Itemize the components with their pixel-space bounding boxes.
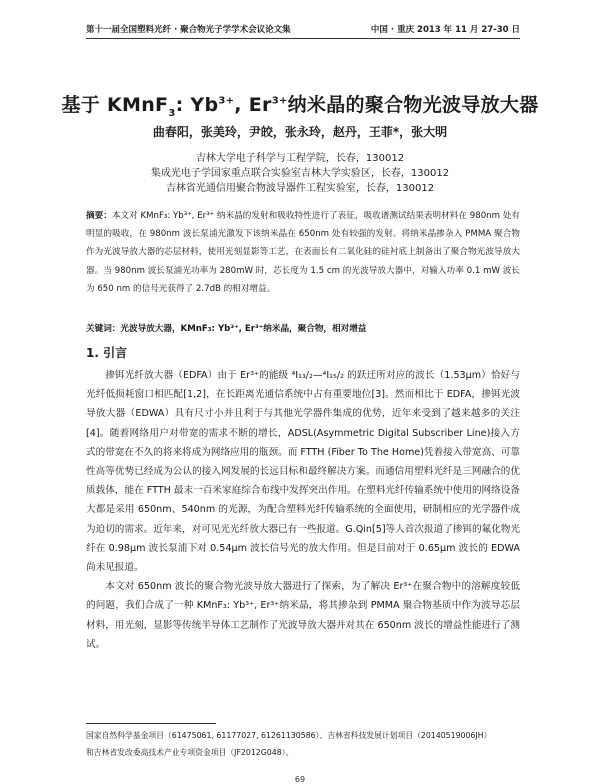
title-suffix: 纳米晶的聚合物光波导放大器 — [287, 94, 539, 116]
footnote-line-1: 国家自然科学基金项目（61475061, 61177027, 61261130586）、吉林省科技发展计划项目（20140519006JH） — [86, 731, 492, 740]
title-mid2: , Er — [234, 94, 272, 116]
title-sup2: 3+ — [271, 95, 288, 107]
keywords-text: 光波导放大器，KMnF₃: Yb³⁺, Er³⁺纳米晶，聚合物，相对增益 — [120, 324, 367, 334]
page-number: 69 — [294, 775, 306, 784]
affiliation-2: 集成光电子学国家重点联合实验室吉林大学实验区，长春，130012 — [150, 168, 450, 179]
section-heading-introduction: 1. 引言 — [86, 346, 128, 360]
footnote — [86, 727, 520, 761]
header-location-date: 中国 · 重庆 2013 年 11 月 27-30 日 — [370, 25, 520, 35]
paper-title — [40, 90, 560, 119]
keywords-label: 关键词： — [86, 324, 121, 334]
title-sup1: 3+ — [218, 95, 235, 107]
affiliation-1: 吉林大学电子科学与工程学院，长春，130012 — [195, 153, 405, 164]
header-divider — [86, 38, 520, 39]
body-paragraph-1: 掺铒光纤放大器（EDFA）由于 Er³⁺的能级 ⁴I₁₃/₂—⁴I₁₅/₂ 的跃迁所对应的波长（1.53μm）恰好与光纤低损耗窗口相匹配[1,2]，在长距离光通信系统中占有重要地位[3]。然而相比于 EDFA，掺铒光波导放大器（EDWA）具有尺寸小并且利于与其他光学器件集成的优势，近年来受到了越来越多的关注[4]。随着网络用户对带宽的需求不断的增长，ADSL(Asymmetric Digital Subscriber Line)接入方式的带宽在不久的将来将成为网络应用的瓶颈。而 FTTH (Fiber To The Home)凭着接入带宽高、可靠性高等优势已经成为公认的接入网发展的长远目标和最终解决方案。而通信用塑料光纤是三网融合的优质载体，能在 FTTH 最末一百米家庭综合布线中发挥突出作用。在塑料光纤传输系统中使用的网络设备大都是采用 650nm、540nm 的光源，为配合塑料光纤传输系统的全面使用，研制相应的光学器件成为迫切的需求。近年来，对可见光光纤放大器已有一些报道。G.Qin[5]等人首次报道了掺铒的氟化物光纤在 0.98μm 波长泵浦下对 0.54μm 波长信号光的放大作用。但是目前对于 0.65μm 波长的 EDWA 尚未见报道。 — [86, 370, 520, 574]
abstract-label: 摘要： — [86, 211, 112, 221]
header-conference: 第十一届全国塑料光纤 · 聚合物光子学学术会议论文集 — [86, 25, 291, 35]
title-mid1: : Yb — [175, 94, 219, 116]
abstract — [86, 207, 520, 298]
body-paragraph-2: 本文对 650nm 波长的聚合物光波导放大器进行了探索，为了解决 Er³⁺在聚合物中的溶解度较低的问题，我们合成了一种 KMnF₃: Yb³⁺, Er³⁺纳米晶，将其掺杂到 PMMA 聚合物基质中作为波导芯层材料，用光刻，显影等传统半导体工艺制作了光波导放大器并对其在 650nm 波长的增益性能进行了测试。 — [86, 581, 520, 650]
body-text — [86, 366, 520, 654]
running-header — [86, 23, 520, 37]
abstract-text: 本文对 KMnF₃: Yb³⁺, Er³⁺ 纳米晶的发射和吸收特性进行了表征，吸收谱测试结果表明材料在 980nm 处有明显的吸收，在 980nm 波长泵浦光激发下该纳米晶在 650nm 处有较强的发射。将纳米晶掺杂入 PMMA 聚合物作为光波导放大器的芯层材料，使用光刻显影等工艺，在表面长有二氧化硅的硅衬底上制备出了聚合物光波导放大器。当 980nm 波长泵浦光功率为 280mW 时，芯长度为 1.5 cm 的光波导放大器中，对输入功率 0.1 mW 波长为 650 nm 的信号光获得了 2.7dB 的相对增益。 — [86, 211, 520, 294]
affiliation-3: 吉林省光通信用聚合物波导器件工程实验室，长春，130012 — [165, 183, 435, 194]
author-list: 曲春阳，张美玲，尹皎，张永玲，赵丹，王菲*，张大明 — [152, 125, 448, 139]
title-subscript: 3 — [168, 107, 176, 119]
keywords — [86, 322, 520, 336]
footnote-line-2: 和吉林省发改委高技术产业专项资金项目（JF2012G048）。 — [86, 748, 294, 757]
affiliations — [40, 151, 560, 196]
footnote-divider — [86, 723, 216, 724]
title-prefix: 基于 KMnF — [61, 94, 169, 116]
